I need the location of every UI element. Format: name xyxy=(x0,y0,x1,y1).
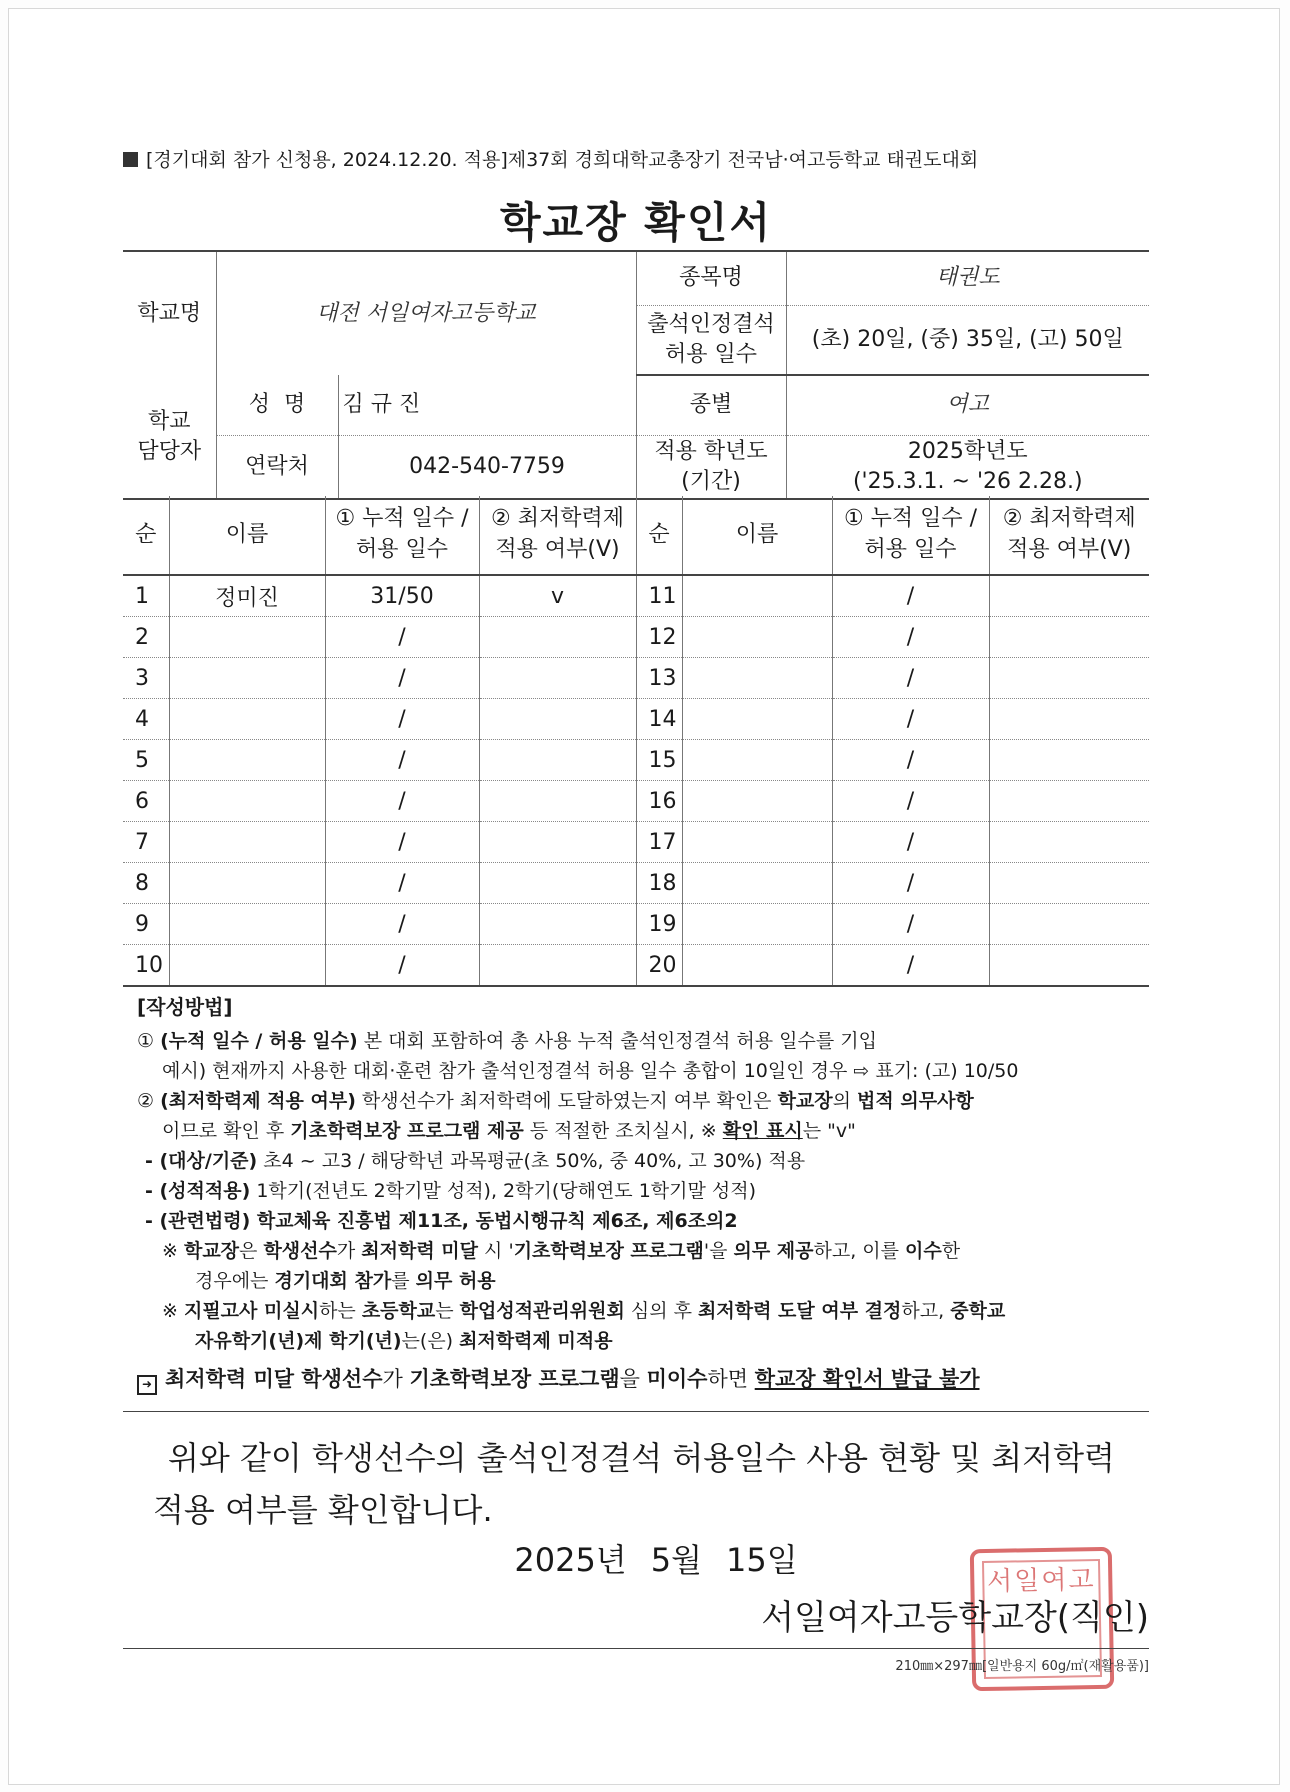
col-days-header: ① 누적 일수 / 허용 일수 xyxy=(325,496,479,575)
col-min-header: ② 최저학력제 적용 여부(V) xyxy=(479,496,636,575)
instructions-heading: [작성방법] xyxy=(137,995,233,1019)
row-seq-2: 15 xyxy=(636,740,682,781)
row-days-2: / xyxy=(832,575,989,617)
col-min-header-2: ② 최저학력제 적용 여부(V) xyxy=(989,496,1149,575)
row-name xyxy=(169,863,325,904)
row-seq: 3 xyxy=(123,658,169,699)
table-row xyxy=(123,575,1149,617)
row-seq-2: 11 xyxy=(636,575,682,617)
row-name-2 xyxy=(682,658,832,699)
row-min-2 xyxy=(989,617,1149,658)
info-table xyxy=(123,250,1149,500)
signer: 서일여자고등학교장(직인) xyxy=(761,1598,1149,1638)
row-seq: 2 xyxy=(123,617,169,658)
row-name-2 xyxy=(682,904,832,945)
row-name xyxy=(169,617,325,658)
instructions xyxy=(137,992,1149,1395)
allow-days-value: (초) 20일, (중) 35일, (고) 50일 xyxy=(786,305,1149,375)
row-min-2 xyxy=(989,904,1149,945)
note-2: ② (최저학력제 적용 여부) 학생선수가 최저학력에 도달하였는지 여부 확인은 학교장의 법적 의무사항 xyxy=(137,1090,974,1112)
row-name-2 xyxy=(682,617,832,658)
name-label: 성 명 xyxy=(216,375,338,435)
row-name-2 xyxy=(682,781,832,822)
row-seq: 5 xyxy=(123,740,169,781)
row-min-2 xyxy=(989,822,1149,863)
remark-1: ※ 학교장은 학생선수가 최저학력 미달 시 '기초학력보장 프로그램'을 의무 제공하고, 이를 이수한 xyxy=(162,1240,961,1262)
row-days: 31/50 xyxy=(325,575,479,617)
detail-law: - (관련법령) 학교체육 진흥법 제11조, 동법시행규칙 제6조, 제6조의2 xyxy=(145,1210,738,1232)
detail-grades: - (성적적용) 1학기(전년도 2학기말 성적), 2학기(당해연도 1학기말 성적) xyxy=(145,1180,757,1202)
row-name-2 xyxy=(682,699,832,740)
row-min xyxy=(479,863,636,904)
category-label: 종별 xyxy=(636,375,786,435)
row-seq-2: 17 xyxy=(636,822,682,863)
row-min-2 xyxy=(989,863,1149,904)
row-seq-2: 16 xyxy=(636,781,682,822)
row-name xyxy=(169,781,325,822)
row-days-2: / xyxy=(832,740,989,781)
table-row xyxy=(123,945,1149,987)
row-days: / xyxy=(325,904,479,945)
student-table xyxy=(123,496,1149,987)
row-min xyxy=(479,781,636,822)
header-notice: [경기대회 참가 신청용, 2024.12.20. 적용]제37회 경희대학교총장기 전국남·여고등학교 태권도대회 xyxy=(123,145,1149,172)
row-name-2 xyxy=(682,945,832,987)
year-label: 적용 학년도 (기간) xyxy=(636,435,786,499)
row-name-2 xyxy=(682,822,832,863)
row-days-2: / xyxy=(832,822,989,863)
row-min-2 xyxy=(989,699,1149,740)
row-days: / xyxy=(325,699,479,740)
table-row xyxy=(123,904,1149,945)
bottom-divider xyxy=(123,1648,1149,1649)
remark-2: ※ 지필고사 미실시하는 초등학교는 학업성적관리위원회 심의 후 최저학력 도달 여부 결정하고, 중학교 xyxy=(162,1300,1006,1322)
row-seq: 8 xyxy=(123,863,169,904)
row-days: / xyxy=(325,781,479,822)
row-seq-2: 14 xyxy=(636,699,682,740)
issue-date: 2025년 5월 15일 xyxy=(514,1541,798,1579)
row-min xyxy=(479,699,636,740)
sport-value: 태권도 xyxy=(786,251,1149,305)
paper-spec: 210㎜×297㎜[일반용지 60g/㎡(재활용품)] xyxy=(895,1659,1149,1674)
row-seq-2: 20 xyxy=(636,945,682,987)
sport-label: 종목명 xyxy=(636,251,786,305)
row-seq: 9 xyxy=(123,904,169,945)
row-days: / xyxy=(325,658,479,699)
page-title: 학교장 확인서 xyxy=(499,198,773,247)
row-name-2 xyxy=(682,863,832,904)
row-seq-2: 18 xyxy=(636,863,682,904)
row-min xyxy=(479,740,636,781)
remark-2-line2: 자유학기(년)제 학기(년)는(은) 최저학력제 미적용 xyxy=(195,1330,613,1352)
row-seq-2: 12 xyxy=(636,617,682,658)
table-row xyxy=(123,658,1149,699)
row-days-2: / xyxy=(832,658,989,699)
row-seq-2: 19 xyxy=(636,904,682,945)
row-days: / xyxy=(325,863,479,904)
note-1-example: 예시) 현재까지 사용한 대회·훈련 참가 출석인정결석 허용 일수 총합이 10일인 경우 ⇨ 표기: (고) 10/50 xyxy=(162,1060,1019,1082)
name-value: 김 규 진 xyxy=(338,375,636,435)
row-days-2: / xyxy=(832,863,989,904)
row-name xyxy=(169,658,325,699)
row-name xyxy=(169,904,325,945)
col-name-header: 이름 xyxy=(169,496,325,575)
col-name-header-2: 이름 xyxy=(682,496,832,575)
row-min xyxy=(479,658,636,699)
row-min-2 xyxy=(989,575,1149,617)
row-days-2: / xyxy=(832,699,989,740)
row-name-2 xyxy=(682,575,832,617)
row-name xyxy=(169,740,325,781)
divider xyxy=(123,1411,1149,1412)
note-1: ① (누적 일수 / 허용 일수) 본 대회 포함하여 총 사용 누적 출석인정결석 허용 일수를 기입 xyxy=(137,1030,877,1052)
table-row xyxy=(123,822,1149,863)
row-days-2: / xyxy=(832,945,989,987)
row-seq: 6 xyxy=(123,781,169,822)
confirmation-text: 위와 같이 학생선수의 출석인정결석 허용일수 사용 현황 및 최저학력 적용 여부를 확인합니다. xyxy=(153,1439,1115,1529)
category-value: 여고 xyxy=(786,375,1149,435)
row-seq: 1 xyxy=(123,575,169,617)
row-min-2 xyxy=(989,740,1149,781)
table-row xyxy=(123,863,1149,904)
school-value: 대전 서일여자고등학교 xyxy=(216,251,636,375)
row-name xyxy=(169,822,325,863)
row-days: / xyxy=(325,945,479,987)
arrow-box-icon: ➜ xyxy=(137,1375,157,1395)
row-days: / xyxy=(325,740,479,781)
row-min xyxy=(479,617,636,658)
row-seq: 10 xyxy=(123,945,169,987)
row-min: v xyxy=(479,575,636,617)
row-name: 정미진 xyxy=(169,575,325,617)
row-min xyxy=(479,945,636,987)
col-days-header-2: ① 누적 일수 / 허용 일수 xyxy=(832,496,989,575)
table-row xyxy=(123,617,1149,658)
allow-days-label: 출석인정결석 허용 일수 xyxy=(636,305,786,375)
row-min xyxy=(479,904,636,945)
contact-value: 042-540-7759 xyxy=(338,435,636,499)
seal-text: 서일여고 xyxy=(982,1559,1102,1679)
row-days: / xyxy=(325,822,479,863)
table-row xyxy=(123,740,1149,781)
square-bullet-icon xyxy=(123,152,138,167)
year-value: 2025학년도 ('25.3.1. ~ '26 2.28.) xyxy=(786,435,1149,499)
school-label: 학교명 xyxy=(123,251,216,375)
note-2-line2: 이므로 확인 후 기초학력보장 프로그램 제공 등 적절한 조치실시, ※ 확인 표시는 "v" xyxy=(162,1120,856,1142)
row-seq-2: 13 xyxy=(636,658,682,699)
row-seq: 4 xyxy=(123,699,169,740)
table-row xyxy=(123,781,1149,822)
row-min-2 xyxy=(989,945,1149,987)
manager-label: 학교 담당자 xyxy=(123,375,216,499)
contact-label: 연락처 xyxy=(216,435,338,499)
table-header xyxy=(123,496,1149,575)
final-warning: ➜ 최저학력 미달 학생선수가 기초학력보장 프로그램을 미이수하면 학교장 확인서 발급 불가 xyxy=(137,1364,1149,1395)
col-seq-header: 순 xyxy=(123,496,169,575)
row-name xyxy=(169,699,325,740)
row-days-2: / xyxy=(832,781,989,822)
remark-1-line2: 경우에는 경기대회 참가를 의무 허용 xyxy=(195,1270,496,1292)
row-days: / xyxy=(325,617,479,658)
row-seq: 7 xyxy=(123,822,169,863)
row-min-2 xyxy=(989,781,1149,822)
detail-target: - (대상/기준) 초4 ~ 고3 / 해당학년 과목평균(초 50%, 중 40%, 고 30%) 적용 xyxy=(145,1150,806,1172)
row-min-2 xyxy=(989,658,1149,699)
row-min xyxy=(479,822,636,863)
student-rows xyxy=(123,575,1149,986)
col-seq-header-2: 순 xyxy=(636,496,682,575)
row-days-2: / xyxy=(832,617,989,658)
row-name xyxy=(169,945,325,987)
table-row xyxy=(123,699,1149,740)
row-days-2: / xyxy=(832,904,989,945)
row-name-2 xyxy=(682,740,832,781)
